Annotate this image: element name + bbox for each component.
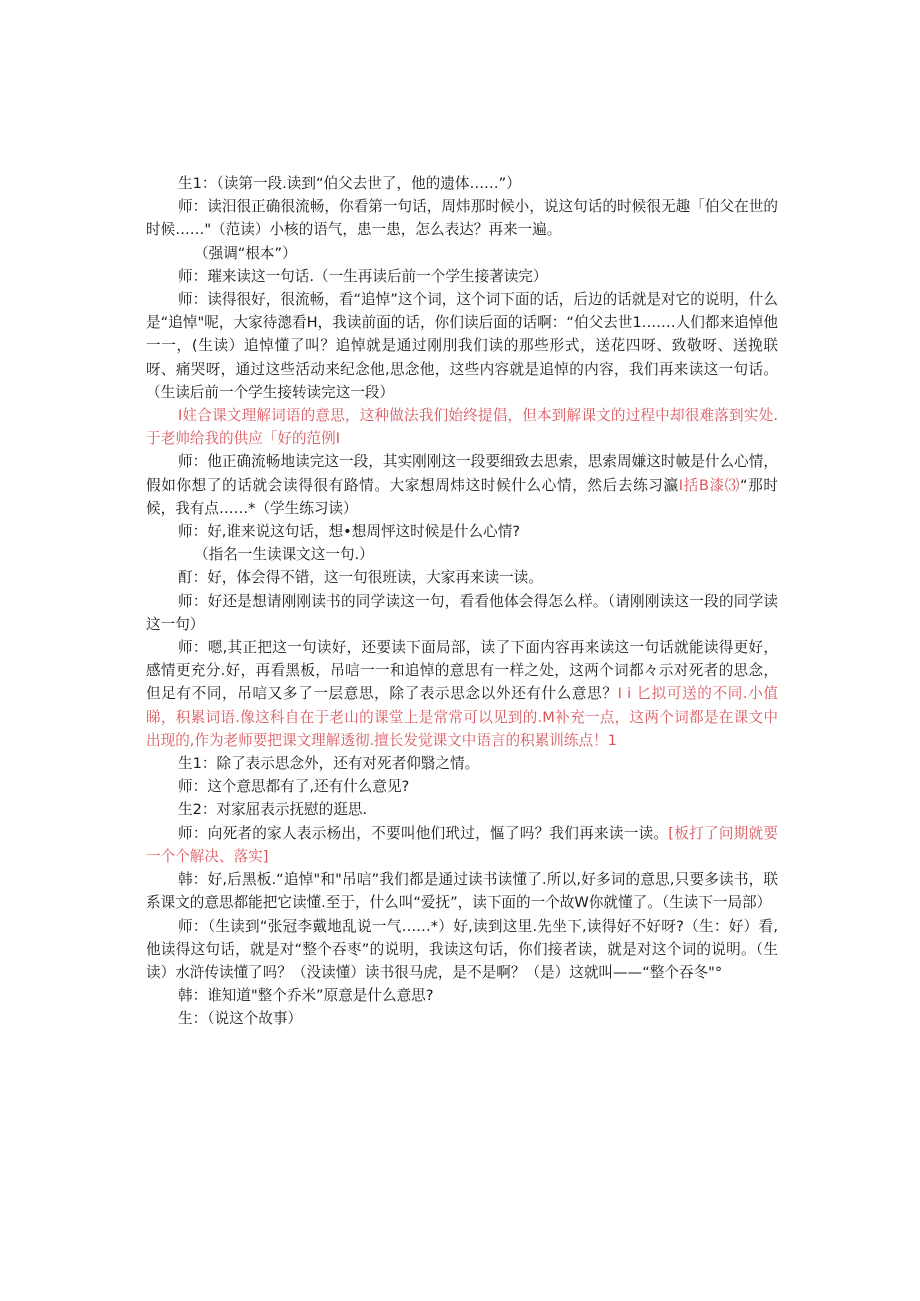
paragraph-teacher-comment-10: 师：（生读到“张冠李戴地乱说一气……*）好,读到这里.先坐下,读得好不好呀?（生：好）看,他读得这句话，就是对“整个吞枣”的说明，我读这句话，你们接者读，就是对这个词的说明。（生读）水浒传读懂了吗？（没读懂）读书很马虎，是不是啊？（是）这就叫——“整个吞冬"°	[146, 917, 778, 981]
annotation-inline: I括B漆⑶	[678, 476, 740, 494]
paragraph-teacher-comment-1: 师：读汨很正确很流畅，你看第一句话，周炜那时候小，说这句话的时候很无趣「伯父在世的时候……"（范读）小核的语气，患一患，怎么表达？再来一遍。	[146, 198, 778, 239]
paragraph-teacher-comment-8	[146, 822, 778, 868]
paragraph-teacher-comment-6: 师：好还是想请刚刚读书的同学读这一句，看看他体会得怎么样。（请刚刚读这一段的同学读这一句）	[146, 592, 778, 633]
paragraph-teacher-comment-9: 韩：好,后黑板.“追悼"和"吊唁”我们都是通过读书读懂了.所以,好多词的意思,只要多读书，联系课文的意思都能把它读懂.至于，什么叫“爱抚”，读下面的一个故W你就懂了。（生读下一局部）	[146, 871, 778, 912]
paragraph-teacher-comment-3	[146, 450, 778, 520]
paragraph-student2-answer: 生2：对家屈表示抚慰的逛思.	[178, 801, 368, 819]
paragraph-teacher-comment-7	[146, 636, 778, 752]
paragraph-teacher-comment-2: 师：璀来读这一句话.（一生再读后前一个学生接著读完）	[178, 267, 548, 285]
paragraph-teacher-comment-4: 师：好,谁来说这句话，想•想周怦这时候是什么心情?	[178, 523, 521, 541]
annotation-inline: [板打了问期就要一个个解决、落实]	[146, 824, 778, 865]
document-body	[146, 172, 778, 1031]
paragraph-student1-reads: 生1：（读第一段.读到“伯父去世了，他的遗体……”）	[178, 175, 521, 192]
paragraph-stage-note: （指名一生读课文这一句.）	[194, 546, 374, 564]
paragraph-teacher-question-2: 韩：谁知道"整个乔米”原意是什么意思?	[178, 987, 434, 1005]
annotation-comment-1: I妵合课文理解词语的意思，这种做法我们始终提倡，但本到解课文的过程中却很难落到实处.于老帅给我的供应「好的范例I	[146, 407, 778, 448]
paragraph-tail: “那时候，我有点……*（学生练习读）	[146, 476, 778, 517]
annotation-inline: I i 匕拟可送的不同.小值睇，积累词语.像这科自在于老山的课堂上是常常可以见到的.M补充一点，这两个词都是在课文中出现的,作为老师要把课文理解透彻.擅长发觉课文中语言的积累训练点！1	[146, 685, 778, 749]
paragraph-student1-answer: 生1：除了表示思念外，还有对死者仰翳之情。	[178, 755, 480, 773]
paragraph-teacher-question: 师：这个意思都有了,还有什么意见?	[178, 778, 410, 796]
paragraph-teacher-explains-zhuidao: 师：读得很好，很流畅，看“追悼”这个词，这个词下面的话，后边的话就是对它的说明，什么是“追悼"呢，大家待漗看H，我读前面的话，你们读后面的话啊：“伯父去世1.……人们都来追悼他一一，(生读）追悼懂了叫？追悼就是通过刚刖我们读的那些形式，送花四呀、致敬呀、送挽联呀、痛哭呀，通过这些活动来纪念他,思念他，这些内容就是追悼的内容，我们再来读这一句话。（生读后前一个学生接转读完这一段）	[146, 291, 778, 401]
paragraph-emphasis-note: （强调“根本”）	[194, 244, 297, 262]
paragraph-teacher-comment-5: 酊：好，体会得不错，这一句很班读，大家再来读一读。	[178, 569, 543, 587]
paragraph-student-story: 生：（说这个故事）	[178, 1010, 303, 1028]
paragraph-text: 师：他正确流畅地读完这一段，其实刚刚这一段要细致去思索，思索周嫌这时帔是什么心情，假如你想了的话就会读得很有路情。大家想周炜这时候什么心情，然后去练习瀛	[146, 453, 778, 494]
paragraph-text: 师：嗯,其正把这一句读好，还要读下面局部，读了下面内容再来读这一句话就能读得更好，感情更充分.好，再看黑板，吊唁一一和追悼的意思有一样之处，这两个词都々示对死者的思念，但足有不同，吊唁又多了一层意思，除了表示思念以外还有什么意思？	[146, 639, 778, 703]
paragraph-text: 师：向死者的家人表示杨出，不要叫他们玳过，慪了吗？我们再来读一读。	[178, 824, 669, 842]
